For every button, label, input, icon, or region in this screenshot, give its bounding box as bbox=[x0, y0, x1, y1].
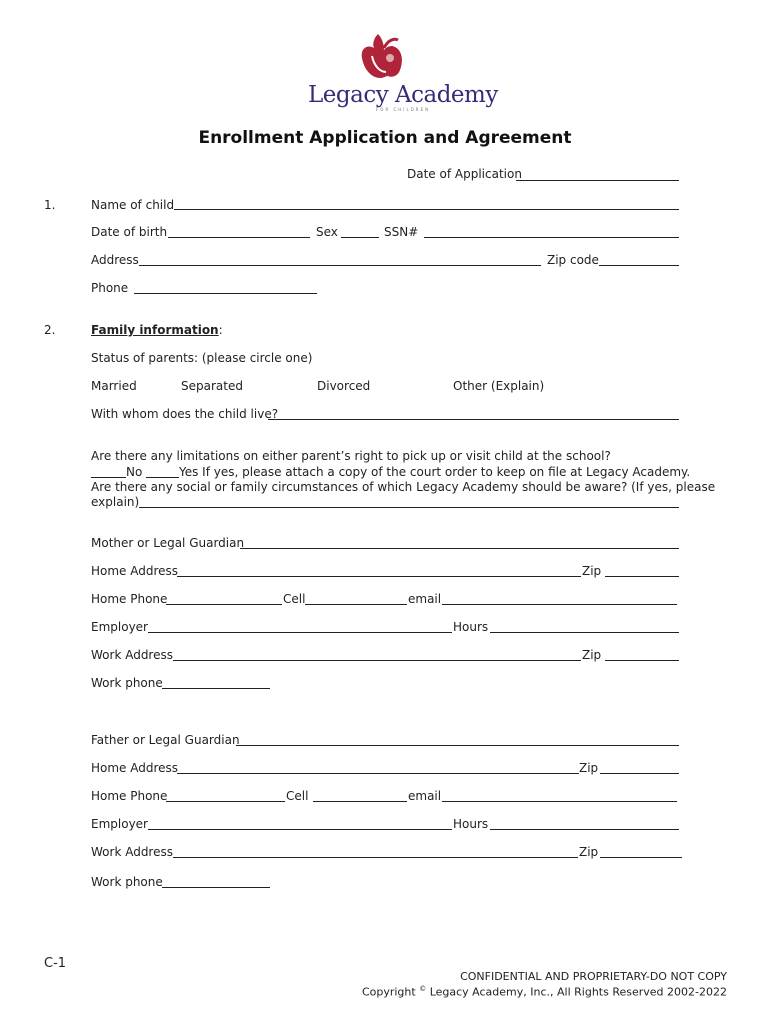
mother-zip-field[interactable] bbox=[605, 576, 679, 577]
zip-code-label: Zip code bbox=[547, 253, 599, 267]
sex-label: Sex bbox=[316, 225, 338, 239]
mother-hours-field[interactable] bbox=[490, 632, 679, 633]
legacy-academy-logo bbox=[300, 30, 498, 112]
option-married[interactable]: Married bbox=[91, 379, 137, 393]
father-employer-label: Employer bbox=[91, 817, 148, 831]
date-of-birth-field[interactable] bbox=[168, 237, 310, 238]
section-2-number: 2. bbox=[44, 323, 56, 337]
father-work-address-field[interactable] bbox=[173, 857, 578, 858]
apple-icon bbox=[300, 30, 470, 90]
option-other[interactable]: Other (Explain) bbox=[453, 379, 545, 393]
phone-field[interactable] bbox=[134, 293, 317, 294]
mother-name-field[interactable] bbox=[240, 548, 679, 549]
mother-email-field[interactable] bbox=[442, 604, 677, 605]
father-heading: Father or Legal Guardian bbox=[91, 733, 240, 747]
father-cell-field[interactable] bbox=[313, 801, 407, 802]
mother-work-zip-field[interactable] bbox=[605, 660, 679, 661]
father-hours-label: Hours bbox=[453, 817, 489, 831]
section-1-number: 1. bbox=[44, 198, 56, 212]
logo-name: Legacy Academy bbox=[308, 82, 498, 108]
address-field[interactable] bbox=[139, 265, 541, 266]
copyright-symbol: © bbox=[419, 985, 427, 993]
yes-blank[interactable] bbox=[146, 477, 179, 478]
father-work-address-label: Work Address bbox=[91, 845, 173, 859]
explain-label: explain) bbox=[91, 495, 140, 509]
page-code: C-1 bbox=[44, 956, 67, 971]
father-work-zip-field[interactable] bbox=[600, 857, 682, 858]
mother-home-phone-label: Home Phone bbox=[91, 592, 168, 606]
father-home-phone-field[interactable] bbox=[166, 801, 285, 802]
address-label: Address bbox=[91, 253, 139, 267]
mother-work-address-label: Work Address bbox=[91, 648, 173, 662]
copyright-notice bbox=[362, 985, 727, 999]
mother-employer-field[interactable] bbox=[148, 632, 452, 633]
father-work-phone-field[interactable] bbox=[162, 887, 270, 888]
mother-cell-label: Cell bbox=[283, 592, 306, 606]
mother-home-address-label: Home Address bbox=[91, 564, 179, 578]
status-prompt: Status of parents: (please circle one) bbox=[91, 351, 313, 365]
date-of-application-label: Date of Application bbox=[407, 167, 522, 181]
mother-zip-label: Zip bbox=[582, 564, 602, 578]
mother-home-phone-field[interactable] bbox=[166, 604, 282, 605]
confidential-notice: CONFIDENTIAL AND PROPRIETARY-DO NOT COPY bbox=[460, 970, 727, 983]
option-separated[interactable]: Separated bbox=[181, 379, 243, 393]
father-work-phone-label: Work phone bbox=[91, 875, 163, 889]
phone-label: Phone bbox=[91, 281, 129, 295]
father-zip-field[interactable] bbox=[600, 773, 679, 774]
father-hours-field[interactable] bbox=[490, 829, 679, 830]
father-work-zip-label: Zip bbox=[579, 845, 599, 859]
mother-employer-label: Employer bbox=[91, 620, 148, 634]
zip-code-field[interactable] bbox=[599, 265, 679, 266]
family-information-heading bbox=[91, 323, 223, 337]
logo-tagline: FOR CHILDREN bbox=[376, 107, 431, 112]
social-question: Are there any social or family circumstances of which Legacy Academy should be aware? (If yes, please bbox=[91, 480, 716, 494]
mother-email-label: email bbox=[408, 592, 442, 606]
name-of-child-field[interactable] bbox=[174, 209, 679, 210]
family-information-title: Family information bbox=[91, 323, 219, 337]
limitations-question: Are there any limitations on either parent’s right to pick up or visit child at the school? bbox=[91, 449, 611, 463]
mother-work-phone-label: Work phone bbox=[91, 676, 163, 690]
mother-work-phone-field[interactable] bbox=[162, 688, 270, 689]
explain-field[interactable] bbox=[139, 507, 679, 508]
with-whom-field[interactable] bbox=[268, 419, 679, 420]
mother-work-zip-label: Zip bbox=[582, 648, 602, 662]
yes-text: Yes If yes, please attach a copy of the court order to keep on file at Legacy Academy. bbox=[179, 465, 691, 479]
father-cell-label: Cell bbox=[286, 789, 309, 803]
mother-home-address-field[interactable] bbox=[177, 576, 581, 577]
father-home-address-field[interactable] bbox=[177, 773, 579, 774]
with-whom-label: With whom does the child live? bbox=[91, 407, 279, 421]
mother-cell-field[interactable] bbox=[305, 604, 407, 605]
ssn-label: SSN# bbox=[384, 225, 419, 239]
father-home-phone-label: Home Phone bbox=[91, 789, 168, 803]
ssn-field[interactable] bbox=[424, 237, 679, 238]
father-name-field[interactable] bbox=[236, 745, 679, 746]
father-employer-field[interactable] bbox=[148, 829, 452, 830]
date-of-application-field[interactable] bbox=[516, 180, 679, 181]
copyright-rest: Legacy Academy, Inc., All Rights Reserved 2002-2022 bbox=[429, 985, 727, 999]
father-email-field[interactable] bbox=[442, 801, 677, 802]
option-divorced[interactable]: Divorced bbox=[317, 379, 371, 393]
father-email-label: email bbox=[408, 789, 442, 803]
no-label: No bbox=[126, 465, 143, 479]
father-zip-label: Zip bbox=[579, 761, 599, 775]
father-home-address-label: Home Address bbox=[91, 761, 179, 775]
name-of-child-label: Name of child bbox=[91, 198, 175, 212]
mother-hours-label: Hours bbox=[453, 620, 489, 634]
date-of-birth-label: Date of birth bbox=[91, 225, 168, 239]
mother-work-address-field[interactable] bbox=[173, 660, 581, 661]
no-blank[interactable] bbox=[91, 477, 126, 478]
page-title: Enrollment Application and Agreement bbox=[198, 128, 572, 148]
copyright-prefix: Copyright bbox=[361, 985, 416, 999]
sex-field[interactable] bbox=[341, 237, 379, 238]
mother-heading: Mother or Legal Guardian bbox=[91, 536, 245, 550]
family-information-colon: : bbox=[218, 323, 223, 337]
